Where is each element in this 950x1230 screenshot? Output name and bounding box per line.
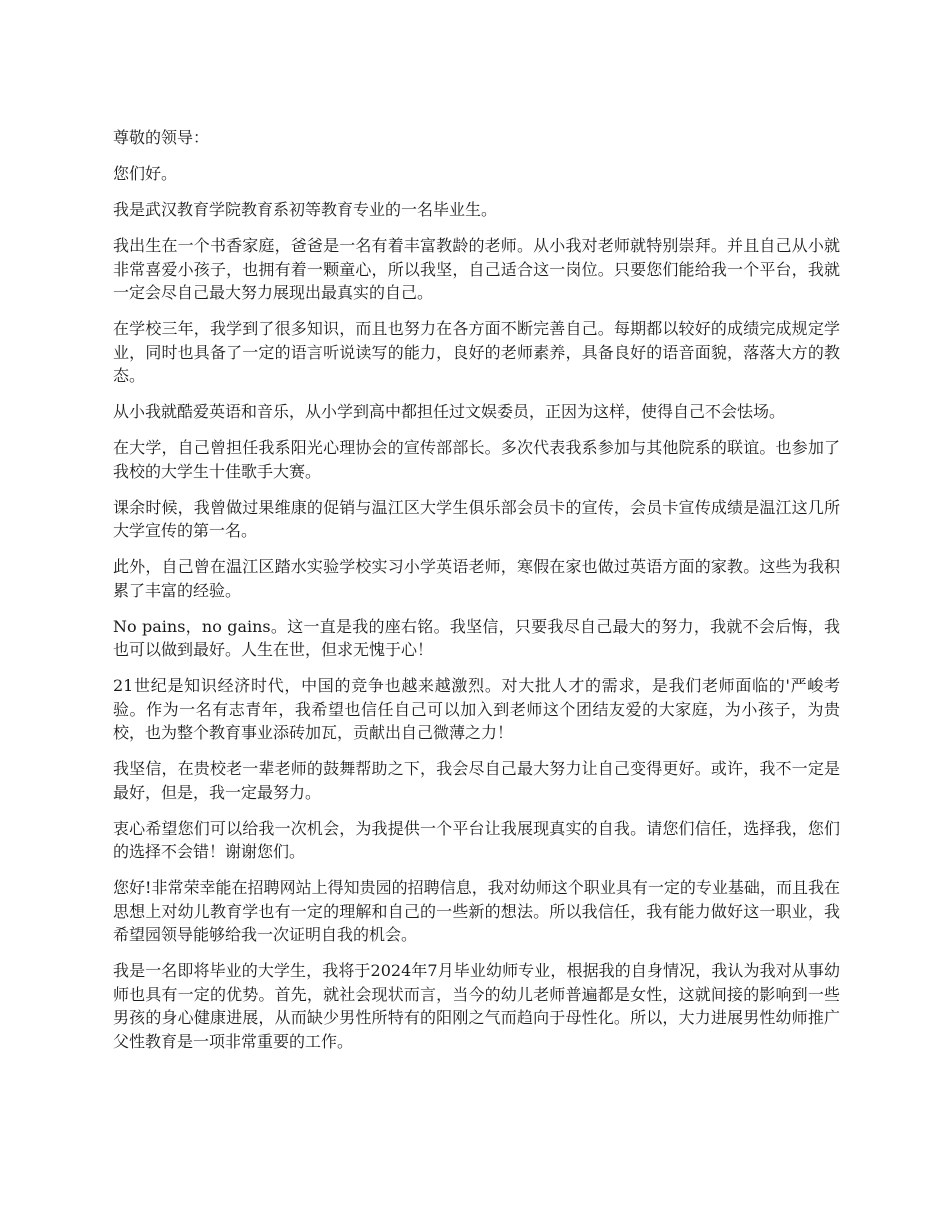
paragraph-kindergarten: 您好!非常荣幸能在招聘网站上得知贵园的招聘信息，我对幼师这个职业具有一定的专业基础，而且我在思想上对幼儿教育学也有一定的理解和自己的一些新的想法。所以我信任，我有能力做好这一职业，我希望园领导能够给我一次证明自我的机会。 bbox=[113, 878, 840, 944]
paragraph-belief: 我坚信，在贵校老一辈老师的鼓舞帮助之下，我会尽自己最大努力让自己变得更好。或许，我不一定是最好，但是，我一定最努力。 bbox=[113, 759, 840, 802]
paragraph-university: 在大学，自己曾担任我系阳光心理协会的宣传部部长。多次代表我系参加与其他院系的联谊。也参加了我校的大学生十佳歌手大赛。 bbox=[113, 438, 840, 481]
paragraph-family: 我出生在一个书香家庭，爸爸是一名有着丰富教龄的老师。从小我对老师就特别崇拜。并且自己从小就非常喜爱小孩子，也拥有着一颗童心，所以我坚，自己适合这一岗位。只要您们能给我一个平台，我就一定会尽自己最大努力展现出最真实的自己。 bbox=[113, 236, 840, 302]
paragraph-century: 21世纪是知识经济时代，中国的竞争也越来越激烈。对大批人才的需求，是我们老师面临的'严峻考验。作为一名有志青年，我希望也信任自己可以加入到老师这个团结友爱的大家庭，为小孩子，为贵校，也为整个教育事业添砖加瓦，贡献出自己微薄之力！ bbox=[113, 676, 840, 742]
greeting: 您们好。 bbox=[113, 164, 178, 183]
salutation: 尊敬的领导： bbox=[113, 128, 210, 147]
paragraph-internship: 此外，自己曾在温江区踏水实验学校实习小学英语老师，寒假在家也做过英语方面的家教。这些为我积累了丰富的经验。 bbox=[113, 557, 840, 600]
paragraph-graduate: 我是一名即将毕业的大学生，我将于2024年7月毕业幼师专业，根据我的自身情况，我认为我对从事幼师也具有一定的优势。首先，就社会现状而言，当今的幼儿老师普遍都是女性，这就间接的影响到一些男孩的身心健康进展，从而缺少男性所特有的阳刚之气而趋向于母性化。所以，大力进展男性幼师推广父性教育是一项非常重要的工作。 bbox=[113, 961, 840, 1051]
document-page bbox=[113, 126, 840, 1066]
paragraph-hobbies: 从小我就酷爱英语和音乐，从小学到高中都担任过文娱委员，正因为这样，使得自己不会怯场。 bbox=[113, 402, 786, 421]
paragraph-part-time: 课余时候，我曾做过果维康的促销与温江区大学生俱乐部会员卡的宣传，会员卡宣传成绩是温江这几所大学宣传的第一名。 bbox=[113, 497, 840, 540]
paragraph-motto: No pains，no gains。这一直是我的座右铭。我坚信，只要我尽自己最大的努力，我就不会后悔，我也可以做到最好。人生在世，但求无愧于心！ bbox=[113, 616, 840, 659]
paragraph-intro: 我是武汉教育学院教育系初等教育专业的一名毕业生。 bbox=[113, 200, 498, 219]
paragraph-school: 在学校三年，我学到了很多知识，而且也努力在各方面不断完善自己。每期都以较好的成绩完成规定学业，同时也具备了一定的语言听说读写的能力，良好的老师素养，具备良好的语音面貌，落落大方的教态。 bbox=[113, 319, 840, 385]
paragraph-closing: 衷心希望您们可以给我一次机会，为我提供一个平台让我展现真实的自我。请您们信任，选择我，您们的选择不会错！谢谢您们。 bbox=[113, 818, 840, 861]
